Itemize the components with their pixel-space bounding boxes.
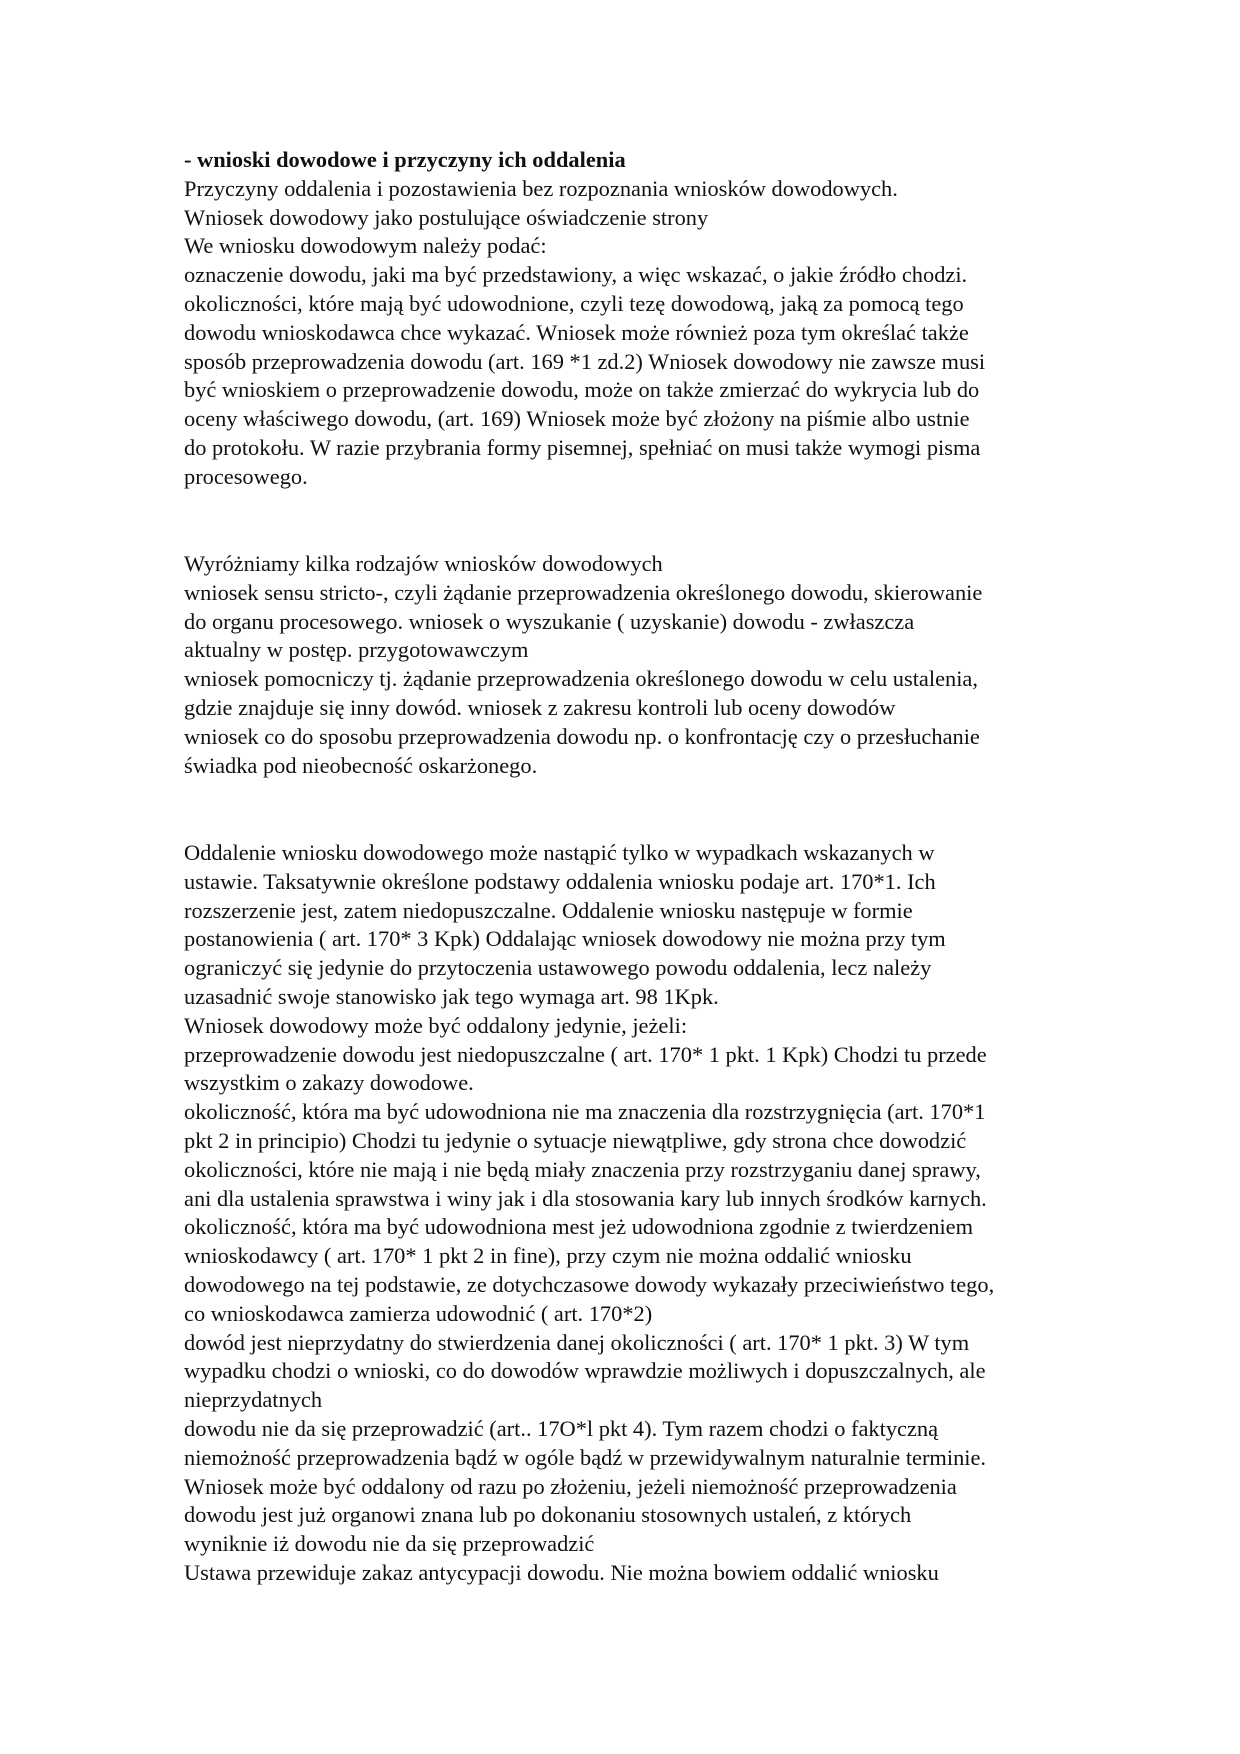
paragraph-line: dowodu jest już organowi znana lub po dokonaniu stosownych ustaleń, z których — [184, 1502, 912, 1528]
paragraph-line: okoliczność, która ma być udowodniona nie ma znaczenia dla rozstrzygnięcia (art. 170*1 — [184, 1099, 986, 1125]
paragraph-line: wniosek pomocniczy tj. żądanie przeprowadzenia określonego dowodu w celu ustalenia, — [184, 666, 978, 692]
paragraph-line: dowodu nie da się przeprowadzić (art.. 17O*l pkt 4). Tym razem chodzi o faktyczną — [184, 1415, 939, 1441]
paragraph-line: dowód jest nieprzydatny do stwierdzenia danej okoliczności ( art. 170* 1 pkt. 3) W tym — [184, 1329, 970, 1355]
paragraph-line: przeprowadzenie dowodu jest niedopuszczalne ( art. 170* 1 pkt. 1 Kpk) Chodzi tu przede — [184, 1041, 987, 1067]
paragraph-line: do organu procesowego. wniosek o wyszukanie ( uzyskanie) dowodu - zwłaszcza — [184, 608, 915, 634]
paragraph-line: ustawie. Taksatywnie określone podstawy oddalenia wniosku podaje art. 170*1. Ich — [184, 868, 936, 894]
paragraph-line: do protokołu. W razie przybrania formy pisemnej, spełniać on musi także wymogi pisma — [184, 434, 981, 460]
paragraph-line: gdzie znajduje się inny dowód. wniosek z zakresu kontroli lub oceny dowodów — [184, 694, 896, 720]
paragraph-line: We wniosku dowodowym należy podać: — [184, 233, 547, 259]
paragraph-line: wszystkim o zakazy dowodowe. — [184, 1070, 474, 1096]
section-motion-types — [184, 550, 1104, 780]
paragraph-line: procesowego. — [184, 463, 308, 489]
paragraph-line: ograniczyć się jedynie do przytoczenia ustawowego powodu oddalenia, lecz należy — [184, 955, 932, 981]
paragraph-line: być wnioskiem o przeprowadzenie dowodu, może on także zmierzać do wykrycia lub do — [184, 377, 980, 403]
paragraph-line: okoliczność, która ma być udowodniona mest jeż udowodniona zgodnie z twierdzeniem — [184, 1214, 974, 1240]
paragraph-line: rozszerzenie jest, zatem niedopuszczalne. Oddalenie wniosku następuje w formie — [184, 897, 913, 923]
paragraph-line: wypadku chodzi o wnioski, co do dowodów wprawdzie możliwych i dopuszczalnych, ale — [184, 1358, 986, 1384]
paragraph-line: dowodowego na tej podstawie, ze dotychczasowe dowody wykazały przeciwieństwo tego, — [184, 1271, 995, 1297]
paragraph-line: wyniknie iż dowodu nie da się przeprowadzić — [184, 1531, 595, 1557]
paragraph-line: sposób przeprowadzenia dowodu (art. 169 *1 zd.2) Wniosek dowodowy nie zawsze musi — [184, 348, 986, 374]
paragraph-line: Wniosek dowodowy jako postulujące oświadczenie strony — [184, 204, 709, 230]
paragraph-line: pkt 2 in principio) Chodzi tu jedynie o sytuacje niewątpliwe, gdy strona chce dowodzić — [184, 1127, 967, 1153]
paragraph-line: okoliczności, które nie mają i nie będą miały znaczenia przy rozstrzyganiu danej sprawy, — [184, 1156, 981, 1182]
paragraph-line: wnioskodawcy ( art. 170* 1 pkt 2 in fine), przy czym nie można oddalić wniosku — [184, 1243, 912, 1269]
paragraph-line: dowodu wnioskodawca chce wykazać. Wniosek może również poza tym określać także — [184, 319, 969, 345]
paragraph-line: okoliczności, które mają być udowodnione, czyli tezę dowodową, jaką za pomocą tego — [184, 290, 964, 316]
paragraph-line: oceny właściwego dowodu, (art. 169) Wniosek może być złożony na piśmie albo ustnie — [184, 406, 970, 432]
paragraph-line: aktualny w postęp. przygotowawczym — [184, 637, 529, 663]
paragraph-line: Oddalenie wniosku dowodowego może nastąpić tylko w wypadkach wskazanych w — [184, 840, 935, 865]
paragraph-line: oznaczenie dowodu, jaki ma być przedstawiony, a więc wskazać, o jakie źródło chodzi. — [184, 262, 968, 288]
paragraph-line: świadka pod nieobecność oskarżonego. — [184, 752, 538, 778]
paragraph-line: Wyróżniamy kilka rodzajów wniosków dowodowych — [184, 551, 663, 576]
paragraph-line: nieprzydatnych — [184, 1387, 323, 1413]
paragraph-line: Wniosek dowodowy może być oddalony jedynie, jeżeli: — [184, 1012, 688, 1038]
paragraph-line: wniosek sensu stricto-, czyli żądanie przeprowadzenia określonego dowodu, skierowanie — [184, 579, 983, 605]
document-title: - wnioski dowodowe i przyczyny ich oddalenia — [184, 147, 626, 172]
paragraph-line: wniosek co do sposobu przeprowadzenia dowodu np. o konfrontację czy o przesłuchanie — [184, 723, 980, 749]
paragraph-line: postanowienia ( art. 170* 3 Kpk) Oddalając wniosek dowodowy nie można przy tym — [184, 926, 946, 952]
section-evidence-motions — [184, 146, 1104, 492]
paragraph-line: Wniosek może być oddalony od razu po złożeniu, jeżeli niemożność przeprowadzenia — [184, 1473, 957, 1499]
paragraph-line: ani dla ustalenia sprawstwa i winy jak i dla stosowania kary lub innych środków karnych. — [184, 1185, 987, 1211]
paragraph-line: Przyczyny oddalenia i pozostawienia bez rozpoznania wniosków dowodowych. — [184, 175, 898, 201]
paragraph-line: uzasadnić swoje stanowisko jak tego wymaga art. 98 1Kpk. — [184, 983, 719, 1009]
paragraph-line: co wnioskodawca zamierza udowodnić ( art. 170*2) — [184, 1300, 653, 1326]
paragraph-line: niemożność przeprowadzenia bądź w ogóle bądź w przewidywalnym naturalnie terminie. — [184, 1444, 987, 1470]
paragraph-line: Ustawa przewiduje zakaz antycypacji dowodu. Nie można bowiem oddalić wniosku — [184, 1559, 939, 1585]
section-dismissal-grounds — [184, 839, 1104, 1588]
